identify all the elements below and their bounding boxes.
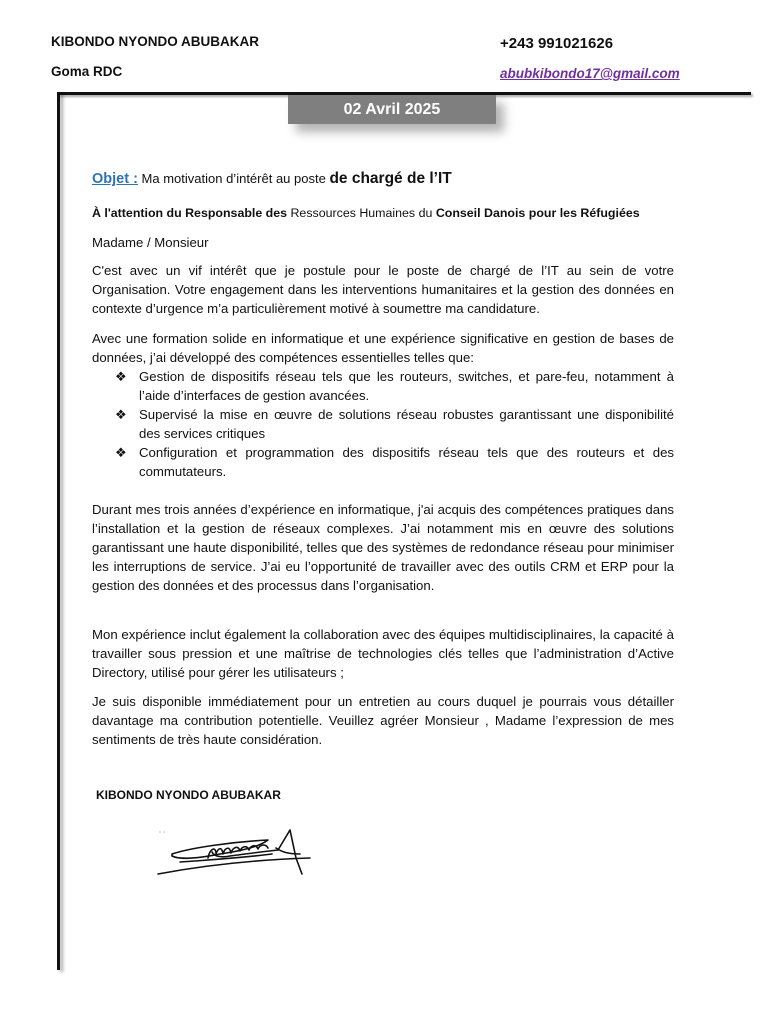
- diamond-bullet-icon: ❖: [115, 445, 127, 460]
- letter-date: 02 Avril 2025: [288, 95, 496, 124]
- signature-drawing: [150, 818, 320, 890]
- frame-left-border: [57, 92, 60, 970]
- sender-city: Goma RDC: [51, 64, 123, 79]
- paragraph-closing: Je suis disponible immédiatement pour un entretien au cours duquel je pourrais vous détailler davantage ma contribution potentielle. Veuillez agréer Monsieur , Madame l’expression de mes sentiments de très haute considération.: [92, 694, 674, 747]
- signature-name: KIBONDO NYONDO ABUBAKAR: [96, 788, 281, 802]
- list-item-text: Gestion de dispositifs réseau tels que les routeurs, switches, et pare-feu, notamment à l’aide d’interfaces de gestion avancées.: [139, 369, 674, 403]
- salutation: Madame / Monsieur: [92, 235, 209, 250]
- sender-phone: +243 991021626: [500, 35, 614, 52]
- sender-email-link[interactable]: abubkibondo17@gmail.com: [500, 66, 680, 81]
- list-item: [115, 405, 674, 443]
- list-item-text: Configuration et programmation des dispositifs réseau tels que des routeurs et des commutateurs.: [139, 445, 674, 479]
- list-item-text: Supervisé la mise en œuvre de solutions réseau robustes garantissant une disponibilité des services critiques: [139, 407, 674, 441]
- attention-organization: Conseil Danois pour les Réfugiées: [435, 206, 640, 220]
- subject-text: Ma motivation d’intérêt au poste: [141, 171, 326, 186]
- paragraph-skills-intro: Avec une formation solide en informatique et une expérience significative en gestion de bases de données, j’ai développé des compétences essentielles telles que:: [92, 331, 674, 365]
- subject-role: de chargé de l’IT: [329, 170, 452, 187]
- attention-line: [92, 204, 674, 223]
- handwritten-signature: [150, 818, 320, 895]
- attention-bold-prefix: À l'attention du Responsable des: [92, 206, 288, 220]
- paragraph-intro: C'est avec un vif intérêt que je postule pour le poste de chargé de l’IT au sein de votre Organisation. Votre engagement dans les interventions humanitaires et la gestion des données en contexte d’urgence m’a particulièrement motivé à soumettre ma candidature.: [92, 263, 674, 316]
- attention-department: Ressources Humaines du: [290, 206, 433, 220]
- sender-name: KIBONDO NYONDO ABUBAKAR: [51, 34, 259, 49]
- skills-list: [115, 367, 674, 481]
- diamond-bullet-icon: ❖: [115, 407, 127, 422]
- diamond-bullet-icon: ❖: [115, 369, 127, 384]
- paragraph-experience: Durant mes trois années d’expérience en informatique, j'ai acquis des compétences pratiques dans l’installation et la gestion de réseaux complexes. J’ai notamment mis en œuvre des solutions garantissant une haute disponibilité, telles que des systèmes de redondance réseau pour minimiser les interruptions de service. J’ai eu l’opportunité de travailler avec des outils CRM et ERP pour la gestion des données et des processus dans l’organisation.: [92, 502, 674, 593]
- subject-label: Objet :: [92, 171, 138, 187]
- subject-line: [92, 169, 674, 189]
- list-item: [115, 367, 674, 405]
- paragraph-collaboration: Mon expérience inclut également la collaboration avec des équipes multidisciplinaires, la capacité à travailler sous pression et une maîtrise de technologies clés telles que l’administration d’Active Directory, utilisé pour gérer les utilisateurs ;: [92, 627, 674, 680]
- list-item: [115, 443, 674, 481]
